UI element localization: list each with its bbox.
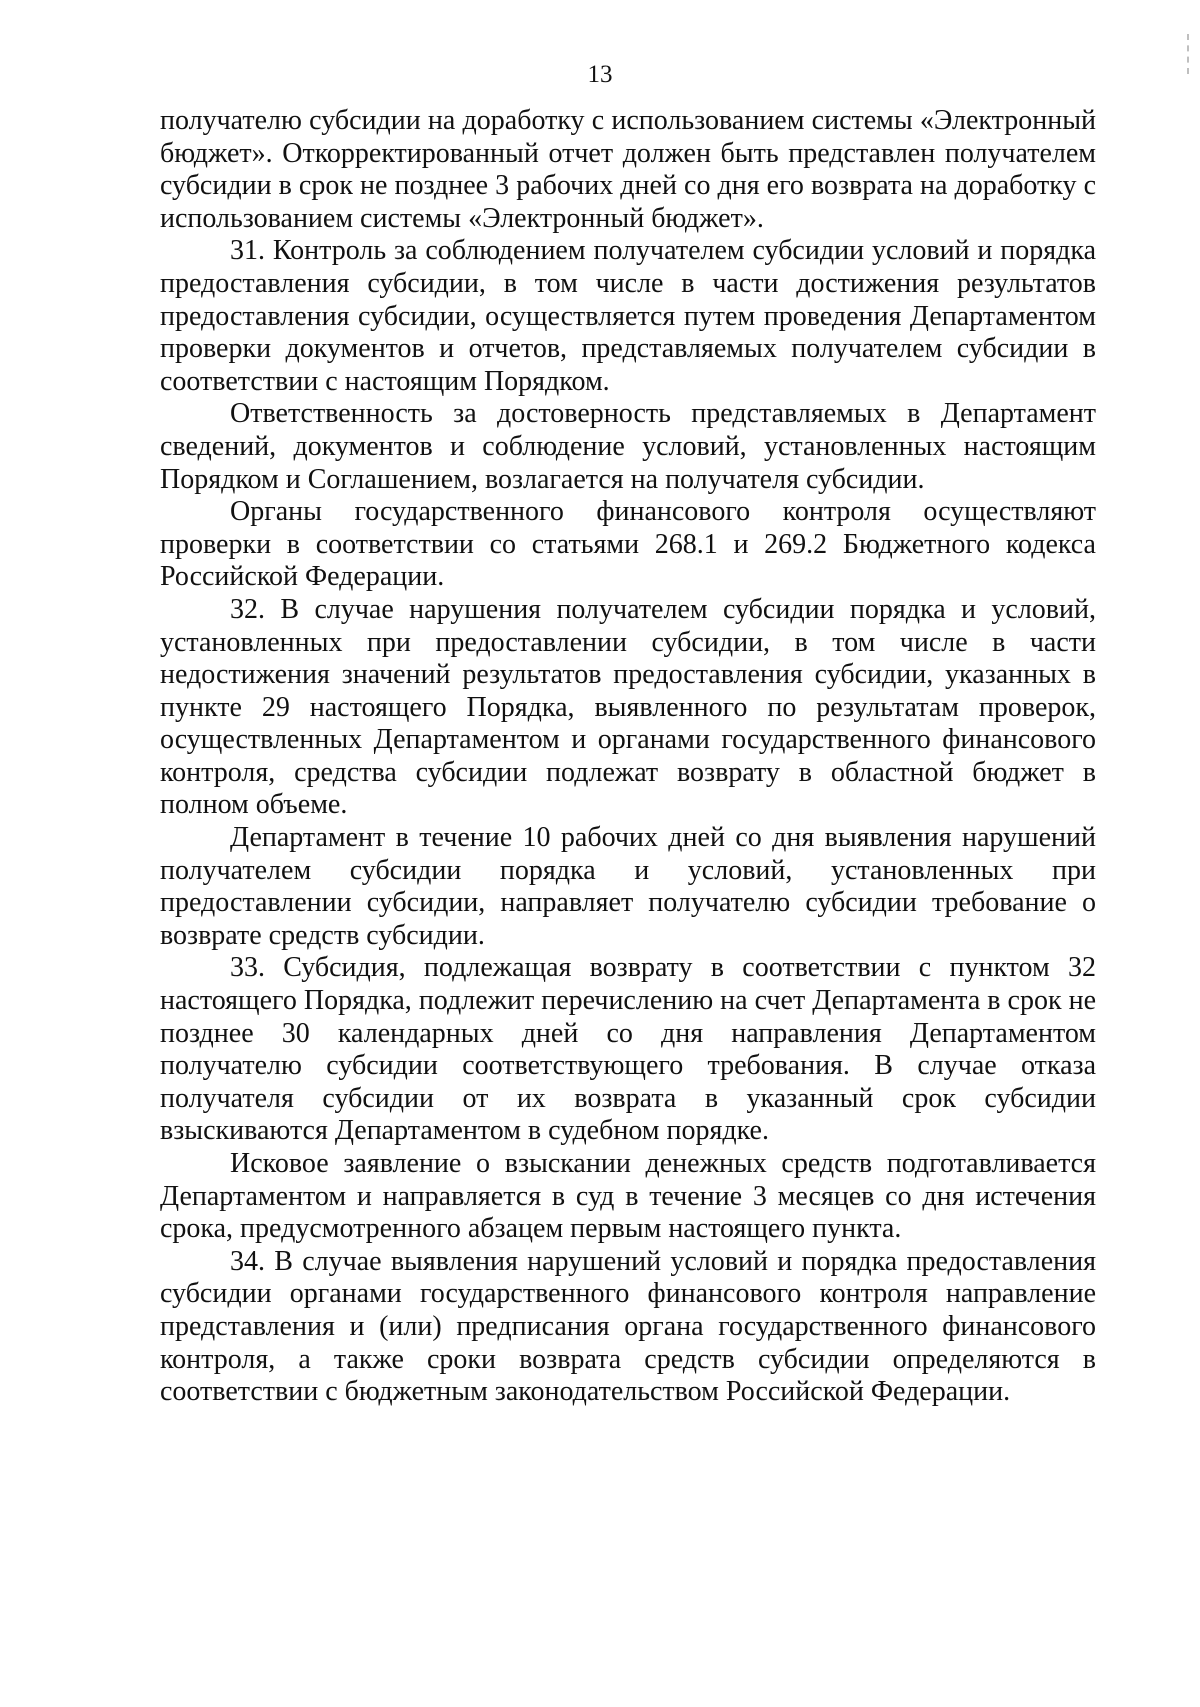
paragraph-31: 31. Контроль за соблюдением получателем субсидии условий и порядка предоставления субсидии, в том числе в части достижения результатов предоставления субсидии, осуществляется путем проведения Департаментом проверки документов и отчетов, представляемых получателем субсидии в соответствии с настоящим Порядком. — [160, 235, 1096, 397]
paragraph-continuation: получателю субсидии на доработку с использованием системы «Электронный бюджет». Откорректированный отчет должен быть представлен получателем субсидии в срок не позднее 3 рабочих дней со дня его возврата на доработку с использованием системы «Электронный бюджет». — [160, 105, 1096, 234]
paragraph-34: 34. В случае выявления нарушений условий и порядка предоставления субсидии органами государственного финансового контроля направление представления и (или) предписания органа государственного финансового контроля, а также сроки возврата средств субсидии определяются в соответствии с бюджетным законодательством Российской Федерации. — [160, 1245, 1096, 1408]
page-number: 13 — [587, 61, 613, 88]
paragraph-32-demand: Департамент в течение 10 рабочих дней со дня выявления нарушений получателем субсидии порядка и условий, установленных при предоставлении субсидии, направляет получателю субсидии требование о возврате средств субсидии. — [160, 822, 1096, 951]
paragraph-31-control-bodies: Органы государственного финансового контроля осуществляют проверки в соответствии со статьями 268.1 и 269.2 Бюджетного кодекса Российской Федерации. — [160, 496, 1096, 593]
paragraph-32: 32. В случае нарушения получателем субсидии порядка и условий, установленных при предоставлении субсидии, в том числе в части недостижения значений результатов предоставления субсидии, указанных в пункте 29 настоящего Порядка, выявленного по результатам проверок, осуществленных Департаментом и органами государственного финансового контроля, средства субсидии подлежат возврату в областной бюджет в полном объеме. — [160, 593, 1096, 821]
document-body — [160, 105, 1096, 1409]
paragraph-33-lawsuit: Исковое заявление о взыскании денежных средств подготавливается Департаментом и направляется в суд в течение 3 месяцев со дня истечения срока, предусмотренного абзацем первым настоящего пункта. — [160, 1148, 1096, 1245]
paragraph-31-responsibility: Ответственность за достоверность представляемых в Департамент сведений, документов и соблюдение условий, установленных настоящим Порядком и Соглашением, возлагается на получателя субсидии. — [160, 398, 1096, 495]
paragraph-33: 33. Субсидия, подлежащая возврату в соответствии с пунктом 32 настоящего Порядка, подлежит перечислению на счет Департамента в срок не позднее 30 календарных дней со дня направления Департаментом получателю субсидии соответствующего требования. В случае отказа получателя субсидии от их возврата в указанный срок субсидии взыскиваются Департаментом в судебном порядке. — [160, 952, 1096, 1147]
